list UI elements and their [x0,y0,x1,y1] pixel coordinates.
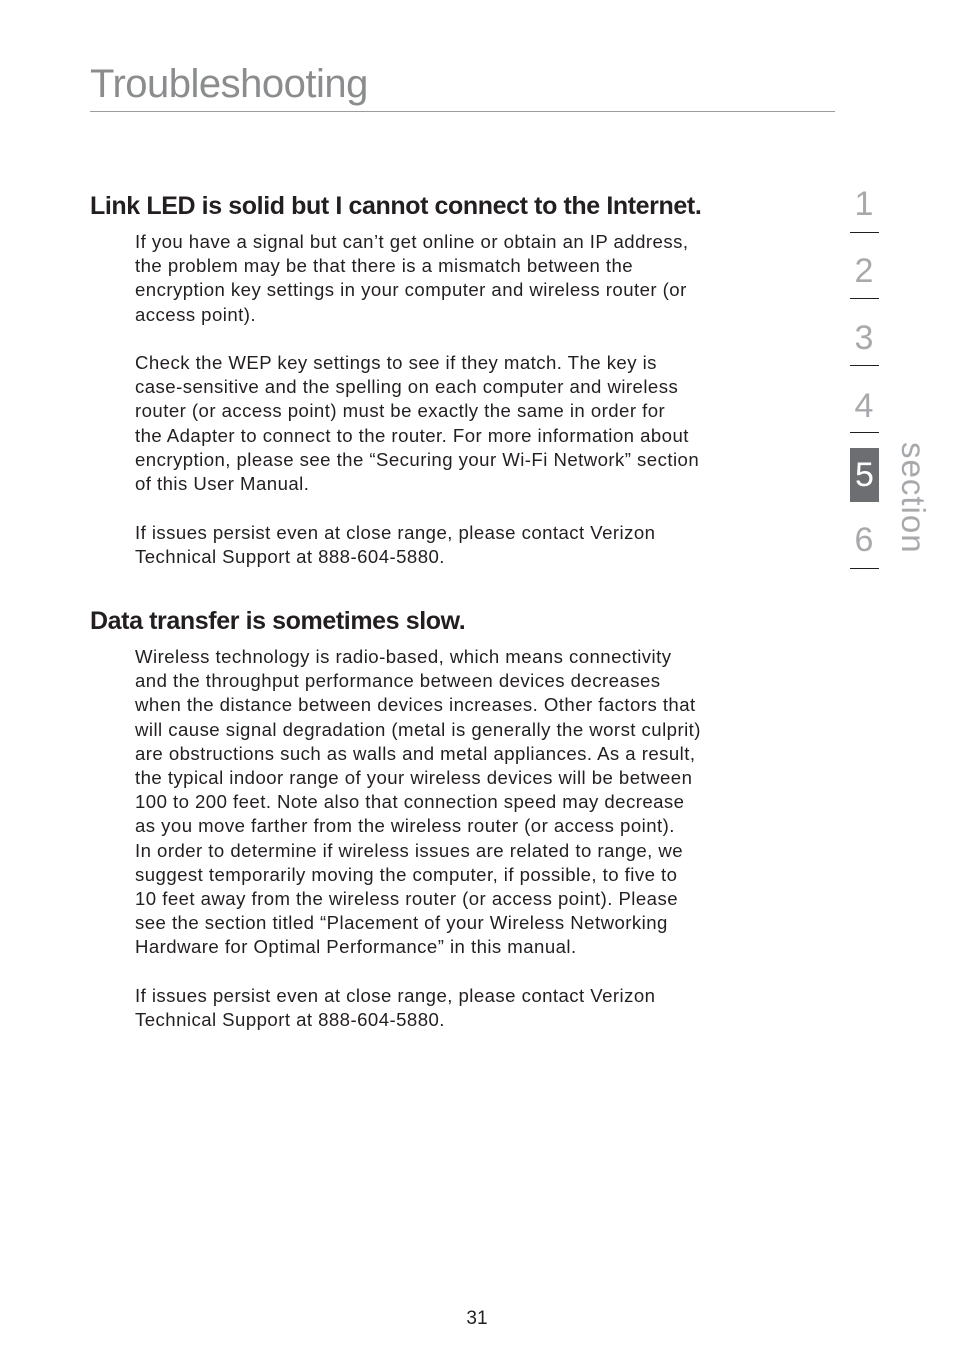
text-line: access point). [135,303,257,325]
topic-2-paragraph-1 [135,645,800,960]
text-line: will cause signal degradation (metal is generally the worst culprit) [135,718,701,740]
section-number-2: 2 [854,252,874,290]
section-number-6: 6 [854,521,874,559]
text-line: Technical Support at 888-604-5880. [135,546,445,568]
section-divider [850,232,879,233]
section-number-5-active [850,448,879,502]
title-divider [90,111,835,112]
text-line: the problem may be that there is a mismatch between the [135,255,634,277]
text-line: see the section titled “Placement of your Wireless Networking [135,912,668,934]
section-number-3: 3 [854,319,874,357]
text-line: If you have a signal but can’t get online or obtain an IP address, [135,231,689,252]
page-title: Troubleshooting [90,62,368,106]
text-line: of this User Manual. [135,473,310,495]
text-line: router (or access point) must be exactly the same in order for [135,400,666,422]
text-line: 100 to 200 feet. Note also that connection speed may decrease [135,791,685,813]
text-line: the Adapter to connect to the router. For more information about [135,424,689,446]
text-line: If issues persist even at close range, please contact Verizon [135,522,656,543]
text-line: are obstructions such as walls and metal appliances. As a result, [135,742,696,764]
text-line: encryption, please see the “Securing your Wi-Fi Network” section [135,448,700,470]
topic-1-paragraph-2 [135,351,800,496]
topic-heading-data-transfer: Data transfer is sometimes slow. [90,607,466,635]
text-line: Wireless technology is radio-based, which means connectivity [135,646,672,667]
text-line: Hardware for Optimal Performance” in this manual. [135,936,577,958]
text-line: 10 feet away from the wireless router (or access point). Please [135,888,679,910]
text-line: the typical indoor range of your wireless devices will be between [135,767,693,789]
text-line: case-sensitive and the spelling on each computer and wireless [135,376,679,398]
section-number-1: 1 [854,185,874,223]
section-number-4: 4 [854,387,874,425]
text-line: and the throughput performance between devices decreases [135,670,661,692]
topic-1-paragraph-3 [135,521,800,569]
section-divider [850,432,879,433]
active-section-label: 5 [855,456,874,494]
topic-heading-link-led: Link LED is solid but I cannot connect to the Internet. [90,192,702,220]
text-line: as you move farther from the wireless router (or access point). [135,815,675,837]
text-line: encryption key settings in your computer and wireless router (or [135,279,687,301]
text-line: Check the WEP key settings to see if they match. The key is [135,352,657,373]
section-label: section [895,442,932,554]
text-line: when the distance between devices increases. Other factors that [135,694,696,716]
section-divider [850,365,879,366]
section-divider [850,298,879,299]
section-divider [850,568,879,569]
text-line: Technical Support at 888-604-5880. [135,1009,445,1031]
text-line: suggest temporarily moving the computer, if possible, to five to [135,863,678,885]
topic-2-paragraph-2 [135,984,800,1032]
topic-1-paragraph-1 [135,230,800,327]
text-line: In order to determine if wireless issues are related to range, we [135,839,684,861]
page-number: 31 [466,1308,488,1329]
text-line: If issues persist even at close range, please contact Verizon [135,985,656,1006]
